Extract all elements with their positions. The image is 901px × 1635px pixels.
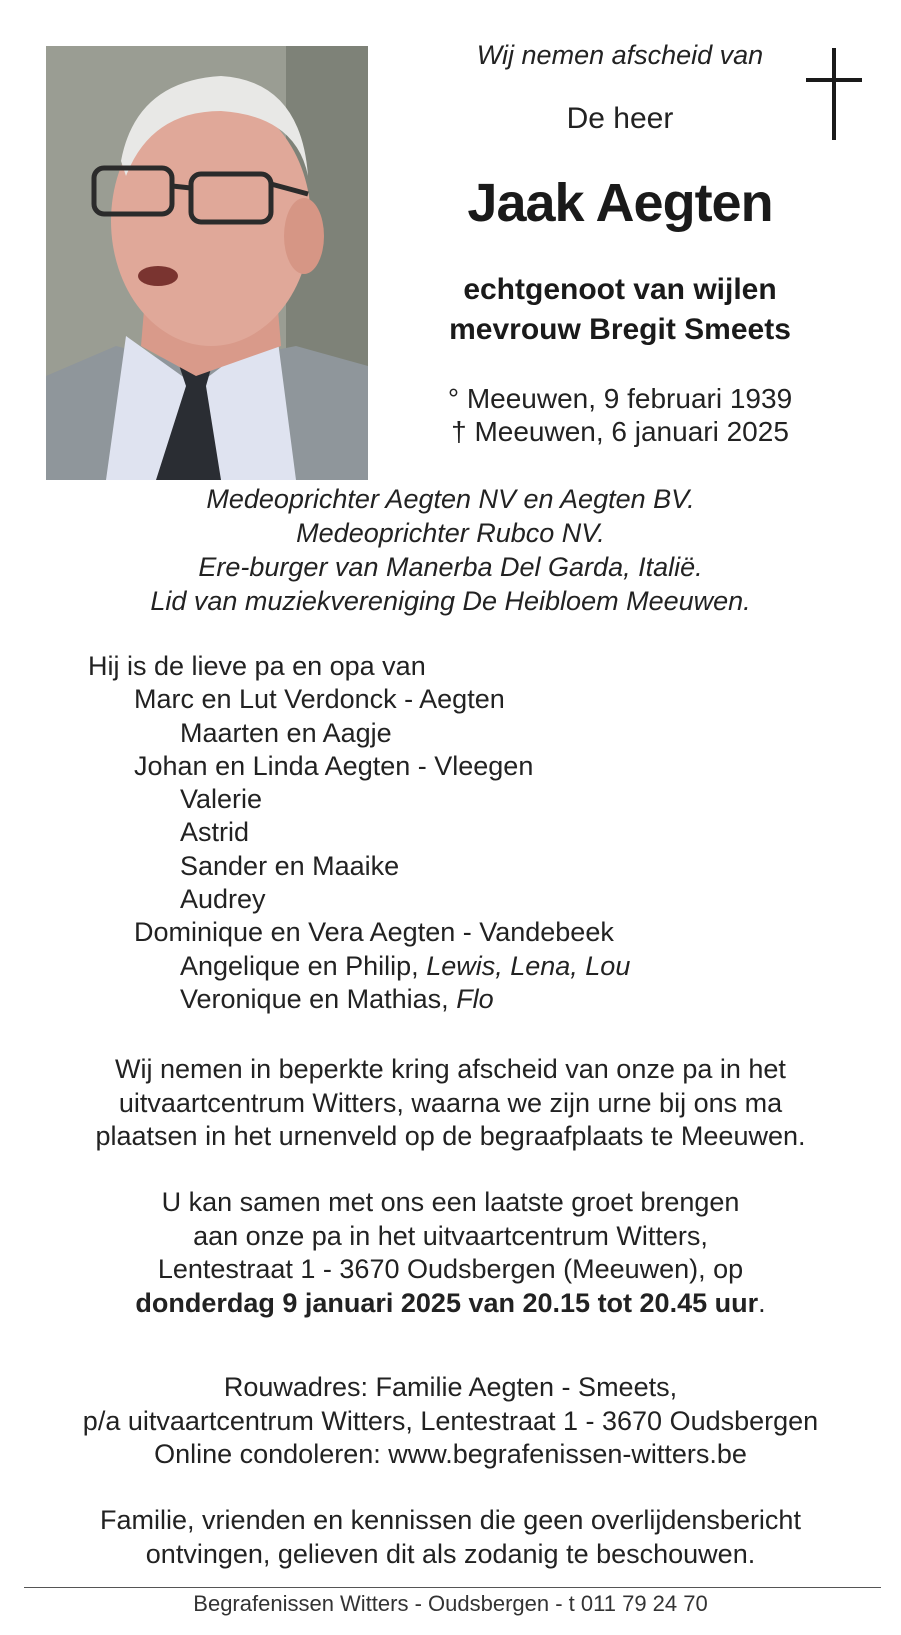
visit-paragraph: [0, 1186, 901, 1320]
grandchild-names: Angelique en Philip,: [180, 950, 427, 981]
condolence-link[interactable]: Online condoleren: www.begrafenissen-witters.be: [154, 1439, 747, 1469]
child-entry: Dominique en Vera Aegten - Vandebeek: [134, 917, 614, 948]
grandchild-entry: [88, 983, 868, 1016]
visit-datetime: donderdag 9 januari 2025 van 20.15 tot 20.45 uur: [135, 1287, 759, 1318]
role-line: Medeoprichter Rubco NV.: [296, 518, 605, 548]
deceased-name: Jaak Aegten: [467, 173, 773, 233]
farewell-line: plaatsen in het urnenveld op de begraafplaats te Meeuwen.: [95, 1121, 806, 1151]
birth-date: ° Meeuwen, 9 februari 1939: [447, 383, 793, 414]
farewell-line: Wij nemen in beperkte kring afscheid van onze pa in het: [115, 1054, 786, 1084]
visit-period: .: [758, 1287, 766, 1318]
address-paragraph: [0, 1371, 901, 1472]
death-date: † Meeuwen, 6 januari 2025: [451, 416, 789, 447]
spouse-line-1: echtgenoot van wijlen: [463, 273, 777, 306]
great-grandchildren: Lewis, Lena, Lou: [426, 950, 631, 981]
visit-line: aan onze pa in het uitvaartcentrum Witters,: [193, 1220, 708, 1251]
child-entry: Marc en Lut Verdonck - Aegten: [134, 684, 505, 715]
portrait-photo: [46, 46, 368, 480]
spouse-line-2: mevrouw Bregit Smeets: [449, 313, 791, 346]
great-grandchildren: Flo: [456, 983, 494, 1014]
farewell-paragraph: [0, 1053, 901, 1154]
closing-line: Familie, vrienden en kennissen die geen overlijdensbericht: [100, 1505, 801, 1535]
visit-line: U kan samen met ons een laatste groet brengen: [161, 1187, 740, 1217]
visit-line: Lentestraat 1 - 3670 Oudsbergen (Meeuwen), op: [157, 1254, 744, 1284]
honorific: De heer: [566, 102, 674, 135]
address-line: Rouwadres: Familie Aegten - Smeets,: [223, 1372, 678, 1402]
family-intro: Hij is de lieve pa en opa van: [88, 651, 426, 681]
grandchild-entry: Sander en Maaike: [180, 850, 400, 881]
grandchild-entry: [88, 950, 868, 983]
portrait-illustration: [46, 46, 368, 480]
intro-text: Wij nemen afscheid van: [476, 40, 764, 70]
footer-divider: [24, 1587, 881, 1588]
role-line: Medeoprichter Aegten NV en Aegten BV.: [206, 484, 695, 514]
closing-line: ontvingen, gelieven dit als zodanig te beschouwen.: [145, 1538, 756, 1569]
grandchild-entry: Valerie: [180, 784, 263, 815]
role-line: Lid van muziekvereniging De Heibloem Meeuwen.: [150, 586, 751, 616]
footer-text: Begrafenissen Witters - Oudsbergen - t 011 79 24 70: [193, 1591, 708, 1616]
grandchild-entry: Audrey: [180, 884, 266, 915]
child-entry: Johan en Linda Aegten - Vleegen: [134, 750, 534, 781]
address-line: p/a uitvaartcentrum Witters, Lentestraat 1 - 3670 Oudsbergen: [82, 1405, 819, 1436]
grandchild-names: Veronique en Mathias,: [180, 983, 457, 1014]
closing-paragraph: [0, 1504, 901, 1571]
family-list: [88, 650, 868, 1016]
spouse-info: [400, 270, 840, 350]
visit-when-line: [0, 1287, 901, 1321]
roles-list: [0, 482, 901, 618]
grandchild-entry: Astrid: [180, 817, 250, 848]
role-line: Ere-burger van Manerba Del Garda, Italië.: [198, 552, 703, 582]
grandchild-entry: Maarten en Aagje: [180, 717, 392, 748]
farewell-line: uitvaartcentrum Witters, waarna we zijn urne bij ons ma: [118, 1087, 783, 1118]
life-dates: [400, 382, 840, 448]
cross-icon: [806, 48, 862, 140]
